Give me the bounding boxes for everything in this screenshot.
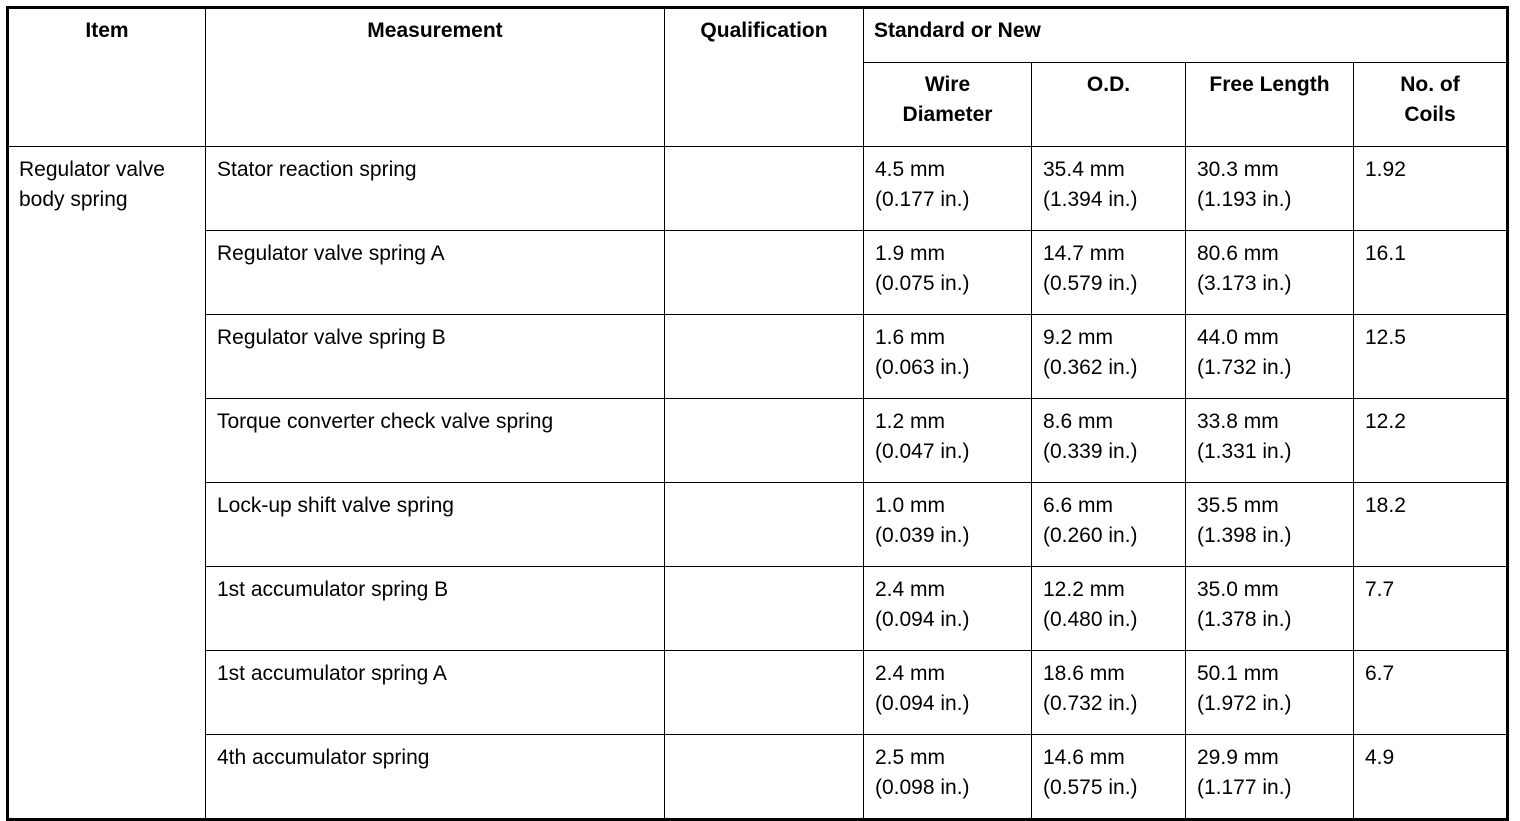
header-item: Item <box>8 8 206 147</box>
value-imperial: (0.094 in.) <box>875 692 970 715</box>
qualification-cell <box>665 315 864 399</box>
measurement-cell: Lock-up shift valve spring <box>206 483 665 567</box>
item-line2: body spring <box>19 188 128 211</box>
value-metric: 9.2 mm <box>1043 326 1114 349</box>
free-length-cell <box>1186 399 1354 483</box>
qualification-cell <box>665 147 864 231</box>
value-imperial: (0.094 in.) <box>875 608 970 631</box>
wire-diameter-cell <box>864 483 1032 567</box>
header-wire-diameter-line2: Diameter <box>902 103 993 126</box>
coils-cell: 12.5 <box>1354 315 1508 399</box>
qualification-cell <box>665 567 864 651</box>
value-metric: 44.0 mm <box>1197 326 1279 349</box>
wire-diameter-cell <box>864 231 1032 315</box>
header-coils-line1: No. of <box>1400 73 1460 96</box>
value-imperial: (0.039 in.) <box>875 524 970 547</box>
coils-cell: 4.9 <box>1354 735 1508 820</box>
value-metric: 18.6 mm <box>1043 662 1125 685</box>
value-metric: 80.6 mm <box>1197 242 1279 265</box>
header-wire-diameter <box>864 63 1032 147</box>
table-row <box>8 567 1508 651</box>
wire-diameter-cell <box>864 315 1032 399</box>
free-length-cell <box>1186 147 1354 231</box>
value-imperial: (0.063 in.) <box>875 356 970 379</box>
value-imperial: (0.362 in.) <box>1043 356 1138 379</box>
value-imperial: (1.398 in.) <box>1197 524 1292 547</box>
od-cell <box>1032 483 1186 567</box>
wire-diameter-cell <box>864 399 1032 483</box>
value-metric: 50.1 mm <box>1197 662 1279 685</box>
value-imperial: (0.579 in.) <box>1043 272 1138 295</box>
value-imperial: (0.732 in.) <box>1043 692 1138 715</box>
table-row <box>8 399 1508 483</box>
value-metric: 2.4 mm <box>875 578 946 601</box>
value-metric: 1.6 mm <box>875 326 946 349</box>
coils-cell: 1.92 <box>1354 147 1508 231</box>
measurement-cell: 1st accumulator spring A <box>206 651 665 735</box>
value-imperial: (0.075 in.) <box>875 272 970 295</box>
header-free-length: Free Length <box>1186 63 1354 147</box>
header-coils-line2: Coils <box>1404 103 1456 126</box>
value-metric: 35.5 mm <box>1197 494 1279 517</box>
qualification-cell <box>665 399 864 483</box>
measurement-cell: Torque converter check valve spring <box>206 399 665 483</box>
value-imperial: (0.480 in.) <box>1043 608 1138 631</box>
value-metric: 35.4 mm <box>1043 158 1125 181</box>
measurement-cell: Stator reaction spring <box>206 147 665 231</box>
value-metric: 14.6 mm <box>1043 746 1125 769</box>
table-row <box>8 651 1508 735</box>
qualification-cell <box>665 231 864 315</box>
table-row <box>8 147 1508 231</box>
value-metric: 1.0 mm <box>875 494 946 517</box>
value-metric: 4.5 mm <box>875 158 946 181</box>
od-cell <box>1032 567 1186 651</box>
header-standard-or-new: Standard or New <box>864 8 1508 63</box>
measurement-cell: 4th accumulator spring <box>206 735 665 820</box>
value-metric: 33.8 mm <box>1197 410 1279 433</box>
header-wire-diameter-line1: Wire <box>924 73 971 96</box>
table-row <box>8 231 1508 315</box>
measurement-cell: Regulator valve spring B <box>206 315 665 399</box>
measurement-cell: Regulator valve spring A <box>206 231 665 315</box>
qualification-cell <box>665 651 864 735</box>
qualification-cell <box>665 483 864 567</box>
coils-cell: 7.7 <box>1354 567 1508 651</box>
free-length-cell <box>1186 231 1354 315</box>
value-metric: 30.3 mm <box>1197 158 1279 181</box>
wire-diameter-cell <box>864 735 1032 820</box>
coils-cell: 18.2 <box>1354 483 1508 567</box>
od-cell <box>1032 315 1186 399</box>
od-cell <box>1032 651 1186 735</box>
coils-cell: 6.7 <box>1354 651 1508 735</box>
value-imperial: (0.047 in.) <box>875 440 970 463</box>
value-imperial: (1.177 in.) <box>1197 776 1292 799</box>
item-line1: Regulator valve <box>19 158 165 181</box>
header-od: O.D. <box>1032 63 1186 147</box>
header-coils <box>1354 63 1508 147</box>
coils-cell: 12.2 <box>1354 399 1508 483</box>
header-measurement: Measurement <box>206 8 665 147</box>
value-metric: 14.7 mm <box>1043 242 1125 265</box>
value-imperial: (1.331 in.) <box>1197 440 1292 463</box>
header-qualification: Qualification <box>665 8 864 147</box>
value-imperial: (1.732 in.) <box>1197 356 1292 379</box>
od-cell <box>1032 147 1186 231</box>
value-metric: 29.9 mm <box>1197 746 1279 769</box>
table-row <box>8 735 1508 820</box>
free-length-cell <box>1186 315 1354 399</box>
value-imperial: (1.193 in.) <box>1197 188 1292 211</box>
wire-diameter-cell <box>864 567 1032 651</box>
value-imperial: (0.098 in.) <box>875 776 970 799</box>
value-metric: 2.5 mm <box>875 746 946 769</box>
value-metric: 8.6 mm <box>1043 410 1114 433</box>
value-imperial: (3.173 in.) <box>1197 272 1292 295</box>
free-length-cell <box>1186 651 1354 735</box>
table-row <box>8 315 1508 399</box>
value-imperial: (1.394 in.) <box>1043 188 1138 211</box>
value-metric: 1.9 mm <box>875 242 946 265</box>
od-cell <box>1032 399 1186 483</box>
od-cell <box>1032 231 1186 315</box>
value-metric: 1.2 mm <box>875 410 946 433</box>
value-metric: 2.4 mm <box>875 662 946 685</box>
measurement-cell: 1st accumulator spring B <box>206 567 665 651</box>
spring-spec-table <box>6 6 1509 821</box>
free-length-cell <box>1186 483 1354 567</box>
value-imperial: (1.972 in.) <box>1197 692 1292 715</box>
coils-cell: 16.1 <box>1354 231 1508 315</box>
table-row <box>8 483 1508 567</box>
qualification-cell <box>665 735 864 820</box>
table-body <box>8 147 1508 820</box>
value-metric: 35.0 mm <box>1197 578 1279 601</box>
od-cell <box>1032 735 1186 820</box>
value-imperial: (0.260 in.) <box>1043 524 1138 547</box>
value-imperial: (1.378 in.) <box>1197 608 1292 631</box>
item-cell <box>8 147 206 820</box>
free-length-cell <box>1186 735 1354 820</box>
free-length-cell <box>1186 567 1354 651</box>
value-imperial: (0.339 in.) <box>1043 440 1138 463</box>
value-imperial: (0.177 in.) <box>875 188 970 211</box>
value-metric: 12.2 mm <box>1043 578 1125 601</box>
value-imperial: (0.575 in.) <box>1043 776 1138 799</box>
value-metric: 6.6 mm <box>1043 494 1114 517</box>
wire-diameter-cell <box>864 147 1032 231</box>
wire-diameter-cell <box>864 651 1032 735</box>
